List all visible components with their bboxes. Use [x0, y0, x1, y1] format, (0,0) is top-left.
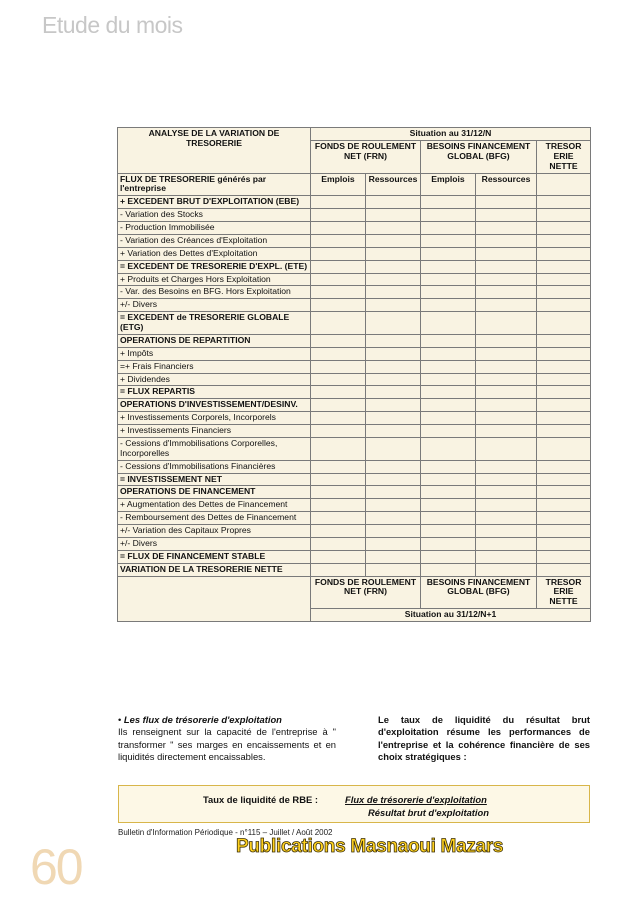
formula-numerator: Flux de trésorerie d'exploitation [345, 794, 487, 805]
table-cell [476, 537, 537, 550]
table-cell [366, 222, 421, 235]
table-cell [476, 222, 537, 235]
table-cell [476, 412, 537, 425]
table-row [118, 512, 591, 525]
table-cell [421, 399, 476, 412]
table-cell [476, 360, 537, 373]
table-cell [366, 273, 421, 286]
table-row [118, 222, 591, 235]
table-cell [311, 334, 366, 347]
situation-top: Situation au 31/12/N [311, 128, 591, 141]
col-ressources-1: Ressources [366, 173, 421, 196]
table-cell [311, 312, 366, 335]
row-label: + Augmentation des Dettes de Financement [118, 499, 311, 512]
table-cell [311, 360, 366, 373]
page-header-title: Etude du mois [42, 12, 183, 38]
table-cell [311, 412, 366, 425]
col-ressources-2: Ressources [476, 173, 537, 196]
table-row [118, 563, 591, 576]
row-label: + Dividendes [118, 373, 311, 386]
row-label: = INVESTISSEMENT NET [118, 473, 311, 486]
page-number: 60 [30, 839, 82, 895]
table-cell [366, 334, 421, 347]
table-cell [537, 473, 591, 486]
table-cell [476, 425, 537, 438]
table-cell [366, 412, 421, 425]
table-cell [421, 312, 476, 335]
table-cell [366, 425, 421, 438]
table-cell [366, 386, 421, 399]
table-cell [476, 373, 537, 386]
table-row [118, 525, 591, 538]
table-cell [476, 247, 537, 260]
table-row [118, 196, 591, 209]
table-cell [311, 347, 366, 360]
row-label: - Cessions d'Immobilisations Financières [118, 460, 311, 473]
table-row [118, 234, 591, 247]
table-cell [476, 512, 537, 525]
table-cell [476, 312, 537, 335]
table-cell [476, 273, 537, 286]
table-cell [476, 209, 537, 222]
table-cell [366, 373, 421, 386]
table-cell [537, 196, 591, 209]
table-cell [311, 473, 366, 486]
table-cell [537, 460, 591, 473]
table-cell [366, 347, 421, 360]
table-cell [366, 460, 421, 473]
table-row [118, 386, 591, 399]
table-cell [421, 499, 476, 512]
table-cell [421, 196, 476, 209]
table-cell [366, 525, 421, 538]
table-cell [537, 299, 591, 312]
table-cell [311, 247, 366, 260]
table-row [118, 260, 591, 273]
formula-label: Taux de liquidité de RBE : [203, 794, 318, 805]
right-text-block [378, 714, 590, 764]
footer-blank-cell [118, 576, 311, 622]
table-cell [311, 512, 366, 525]
table-cell [366, 196, 421, 209]
table-row [118, 537, 591, 550]
table-cell [311, 525, 366, 538]
table-cell [421, 537, 476, 550]
table-cell [476, 460, 537, 473]
table-cell [476, 399, 537, 412]
table-row [118, 486, 591, 499]
table-cell [476, 473, 537, 486]
table-cell [537, 537, 591, 550]
table-cell [537, 425, 591, 438]
row-label: = EXCEDENT de TRESORERIE GLOBALE (ETG) [118, 312, 311, 335]
table-row [118, 360, 591, 373]
bulletin-footer: Bulletin d'Information Périodique - n°115 – Juillet / Août 2002 [118, 828, 333, 837]
table-cell [537, 486, 591, 499]
table-row [118, 499, 591, 512]
table-cell [421, 486, 476, 499]
table-cell [421, 247, 476, 260]
row-label: = EXCEDENT DE TRESORERIE D'EXPL. (ETE) [118, 260, 311, 273]
row-label: OPERATIONS DE REPARTITION [118, 334, 311, 347]
table-cell [311, 537, 366, 550]
table-cell [311, 234, 366, 247]
table-cell [311, 386, 366, 399]
table-cell [421, 373, 476, 386]
table-row [118, 299, 591, 312]
table-cell [421, 512, 476, 525]
empty-cell [537, 173, 591, 196]
table-cell [421, 360, 476, 373]
left-text-title: Les flux de trésorerie d'exploitation [123, 714, 282, 725]
table-cell [311, 286, 366, 299]
row-label: - Remboursement des Dettes de Financement [118, 512, 311, 525]
table-cell [421, 437, 476, 460]
table-cell [421, 550, 476, 563]
table-cell [311, 260, 366, 273]
table-cell [421, 460, 476, 473]
table-cell [421, 563, 476, 576]
table-title: ANALYSE DE LA VARIATION DE TRESORERIE [118, 128, 311, 174]
table-cell [476, 499, 537, 512]
col-bfg-top: BESOINS FINANCEMENT GLOBAL (BFG) [421, 140, 537, 173]
table-row [118, 412, 591, 425]
table-row [118, 425, 591, 438]
table-row [118, 312, 591, 335]
row-label: +/- Variation des Capitaux Propres [118, 525, 311, 538]
row-label: + Produits et Charges Hors Exploitation [118, 273, 311, 286]
row-header-flux: FLUX DE TRESORERIE générés par l'entreprise [118, 173, 311, 196]
table-cell [366, 563, 421, 576]
table-cell [421, 222, 476, 235]
formula-denominator: Résultat brut d'exploitation [368, 807, 489, 818]
table-cell [537, 222, 591, 235]
table-row [118, 550, 591, 563]
row-label: =+ Frais Financiers [118, 360, 311, 373]
table-cell [476, 486, 537, 499]
table-cell [421, 525, 476, 538]
table-cell [366, 286, 421, 299]
table-cell [537, 386, 591, 399]
row-label: = FLUX DE FINANCEMENT STABLE [118, 550, 311, 563]
table-cell [366, 234, 421, 247]
table-cell [421, 273, 476, 286]
table-cell [311, 222, 366, 235]
col-frn-top: FONDS DE ROULEMENT NET (FRN) [311, 140, 421, 173]
table-cell [366, 473, 421, 486]
table-cell [366, 312, 421, 335]
table-row [118, 347, 591, 360]
table-cell [366, 260, 421, 273]
table-cell [421, 412, 476, 425]
row-label: - Var. des Besoins en BFG. Hors Exploitation [118, 286, 311, 299]
table-row [118, 473, 591, 486]
table-cell [537, 512, 591, 525]
col-frn-bottom: FONDS DE ROULEMENT NET (FRN) [311, 576, 421, 609]
table-cell [537, 347, 591, 360]
table-cell [311, 373, 366, 386]
table-cell [311, 550, 366, 563]
table-cell [537, 525, 591, 538]
table-cell [476, 437, 537, 460]
table-cell [421, 334, 476, 347]
left-text-block [118, 714, 336, 764]
table-cell [366, 537, 421, 550]
right-text-body: Le taux de liquidité du résultat brut d'exploitation résume les performances de l'entreprise et la cohérence financière de ses choix stratégiques : [378, 714, 590, 763]
table-cell [366, 486, 421, 499]
table-cell [366, 512, 421, 525]
col-emplois-1: Emplois [311, 173, 366, 196]
table-cell [476, 550, 537, 563]
table-cell [421, 234, 476, 247]
table-cell [366, 437, 421, 460]
table-cell [537, 334, 591, 347]
table-cell [421, 347, 476, 360]
row-label: - Variation des Stocks [118, 209, 311, 222]
table-row [118, 437, 591, 460]
table-cell [311, 460, 366, 473]
table-cell [537, 234, 591, 247]
table-cell [366, 550, 421, 563]
row-label: + Impôts [118, 347, 311, 360]
row-label: + EXCEDENT BRUT D'EXPLOITATION (EBE) [118, 196, 311, 209]
col-bfg-bottom: BESOINS FINANCEMENT GLOBAL (BFG) [421, 576, 537, 609]
table-cell [537, 209, 591, 222]
table-cell [537, 273, 591, 286]
table-cell [476, 347, 537, 360]
row-label: - Variation des Créances d'Exploitation [118, 234, 311, 247]
table-cell [366, 299, 421, 312]
table-cell [537, 550, 591, 563]
row-label: + Variation des Dettes d'Exploitation [118, 247, 311, 260]
table-cell [537, 373, 591, 386]
table-cell [421, 260, 476, 273]
table-cell [311, 196, 366, 209]
table-cell [366, 499, 421, 512]
table-cell [537, 437, 591, 460]
table-cell [421, 209, 476, 222]
table-cell [366, 247, 421, 260]
table-cell [537, 286, 591, 299]
table-cell [476, 386, 537, 399]
row-label: + Investissements Corporels, Incorporels [118, 412, 311, 425]
row-label: - Production Immobilisée [118, 222, 311, 235]
table-row [118, 460, 591, 473]
table-cell [537, 247, 591, 260]
row-label: OPERATIONS D'INVESTISSEMENT/DESINV. [118, 399, 311, 412]
table-row [118, 286, 591, 299]
table-cell [311, 299, 366, 312]
table-row [118, 373, 591, 386]
publisher-logo-text: Publications Masnaoui Mazars [236, 836, 504, 857]
table-row [118, 209, 591, 222]
table-cell [421, 473, 476, 486]
table-cell [311, 437, 366, 460]
table-cell [311, 499, 366, 512]
table-cell [311, 486, 366, 499]
table-cell [476, 234, 537, 247]
table-cell [311, 209, 366, 222]
table-cell [311, 425, 366, 438]
table-row [118, 399, 591, 412]
row-label: - Cessions d'Immobilisations Corporelles, Incorporelles [118, 437, 311, 460]
row-label: = FLUX REPARTIS [118, 386, 311, 399]
table-cell [476, 260, 537, 273]
table-cell [476, 286, 537, 299]
table-cell [421, 299, 476, 312]
table-cell [366, 209, 421, 222]
table-cell [476, 334, 537, 347]
table-cell [537, 563, 591, 576]
table-cell [421, 386, 476, 399]
treasury-variation-table [117, 127, 591, 622]
table-cell [537, 360, 591, 373]
bullet-icon: • [118, 714, 122, 725]
table-cell [476, 196, 537, 209]
table-cell [537, 412, 591, 425]
table-cell [366, 360, 421, 373]
table-cell [537, 260, 591, 273]
col-tn-bottom: TRESOR ERIE NETTE [537, 576, 591, 609]
left-text-body: Ils renseignent sur la capacité de l'entreprise à " transformer " ses marges en encaissements et en liquidités directement encaissables. [118, 726, 336, 763]
table-cell [421, 286, 476, 299]
row-label: + Investissements Financiers [118, 425, 311, 438]
table-cell [421, 425, 476, 438]
table-cell [366, 399, 421, 412]
table-row [118, 334, 591, 347]
table-row [118, 247, 591, 260]
col-emplois-2: Emplois [421, 173, 476, 196]
situation-bottom: Situation au 31/12/N+1 [311, 609, 591, 622]
row-label: OPERATIONS DE FINANCEMENT [118, 486, 311, 499]
table-cell [476, 563, 537, 576]
row-label: +/- Divers [118, 537, 311, 550]
row-label: +/- Divers [118, 299, 311, 312]
col-tn-top: TRESOR ERIE NETTE [537, 140, 591, 173]
table-row [118, 273, 591, 286]
table-cell [476, 525, 537, 538]
table-cell [537, 499, 591, 512]
liquidity-formula-box [118, 785, 590, 823]
table-cell [311, 273, 366, 286]
table-cell [537, 399, 591, 412]
table-cell [311, 563, 366, 576]
table-cell [537, 312, 591, 335]
table-cell [311, 399, 366, 412]
row-label: VARIATION DE LA TRESORERIE NETTE [118, 563, 311, 576]
table-cell [476, 299, 537, 312]
